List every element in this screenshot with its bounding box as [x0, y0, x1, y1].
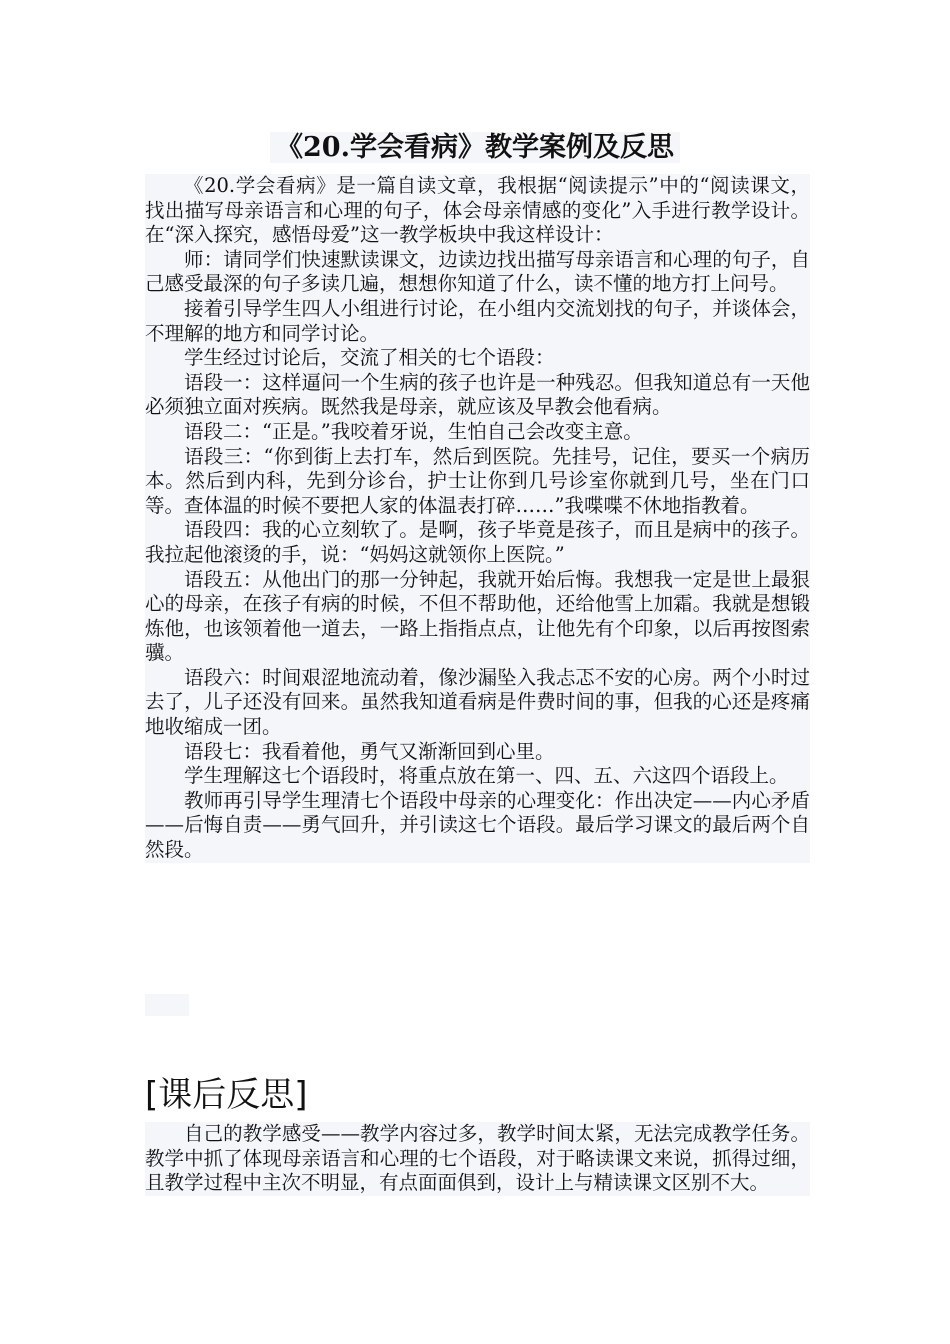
- empty-line-highlight: [145, 994, 189, 1016]
- paragraph-exchange: 学生经过讨论后，交流了相关的七个语段：: [145, 346, 810, 371]
- paragraph-teacher-instruction: 师：请同学们快速默读课文，边读边找出描写母亲语言和心理的句子，自己感受最深的句子多读几遍，想想你知道了什么，读不懂的地方打上问号。: [145, 247, 810, 296]
- paragraph-focus: 学生理解这七个语段时，将重点放在第一、四、五、六这四个语段上。: [145, 764, 810, 789]
- paragraph-conclusion: 教师再引导学生理清七个语段中母亲的心理变化：作出决定——内心矛盾——后悔自责——勇气回升，并引读这七个语段。最后学习课文的最后两个自然段。: [145, 788, 810, 862]
- paragraph-excerpt-4: 语段四：我的心立刻软了。是啊，孩子毕竟是孩子，而且是病中的孩子。我拉起他滚烫的手，说：“妈妈这就领你上医院。”: [145, 518, 810, 566]
- lesson-body: [145, 174, 810, 863]
- paragraph-excerpt-1: 语段一：这样逼问一个生病的孩子也许是一种残忍。但我知道总有一天他必须独立面对疾病。既然我是母亲，就应该及早教会他看病。: [145, 370, 810, 419]
- document-title-text: 《20.学会看病》教学案例及反思: [270, 132, 680, 163]
- paragraph-excerpt-2: 语段二：“正是。”我咬着牙说，生怕自己会改变主意。: [145, 420, 810, 445]
- paragraph-reflection: 自己的教学感受——教学内容过多，教学时间太紧，无法完成教学任务。教学中抓了体现母亲语言和心理的七个语段，对于略读课文来说，抓得过细，且教学过程中主次不明显，有点面面俱到，设计上与精读课文区别不大。: [145, 1122, 810, 1195]
- paragraph-excerpt-7: 语段七：我看着他，勇气又渐渐回到心里。: [145, 740, 810, 765]
- paragraph-excerpt-3: 语段三：“你到街上去打车，然后到医院。先挂号，记住，要买一个病历本。然后到内科，先到分诊台，护士让你到几号诊室你就到几号，坐在门口等。查体温的时候不要把人家的体温表打碎……”我喋喋不休地指教着。: [145, 444, 810, 517]
- paragraph-excerpt-5: 语段五：从他出门的那一分钟起，我就开始后悔。我想我一定是世上最狠心的母亲，在孩子有病的时候，不但不帮助他，还给他雪上加霜。我就是想锻炼他，也该领着他一道去，一路上指指点点，让他先有个印象，以后再按图索骥。: [145, 567, 810, 665]
- paragraph-group-discussion: 接着引导学生四人小组进行讨论，在小组内交流划找的句子，并谈体会，不理解的地方和同学讨论。: [145, 296, 810, 345]
- paragraph-intro: 《20.学会看病》是一篇自读文章，我根据“阅读提示”中的“阅读课文，找出描写母亲语言和心理的句子，体会母亲情感的变化”入手进行教学设计。在“深入探究，感悟母爱”这一教学板块中我这样设计：: [145, 174, 810, 247]
- paragraph-excerpt-6: 语段六：时间艰涩地流动着，像沙漏坠入我忐忑不安的心房。两个小时过去了，儿子还没有回来。虽然我知道看病是件费时间的事，但我的心还是疼痛地收缩成一团。: [145, 665, 810, 739]
- reflection-heading: [课后反思]: [145, 1075, 308, 1115]
- document-title: [0, 128, 950, 168]
- reflection-body: [145, 1122, 810, 1196]
